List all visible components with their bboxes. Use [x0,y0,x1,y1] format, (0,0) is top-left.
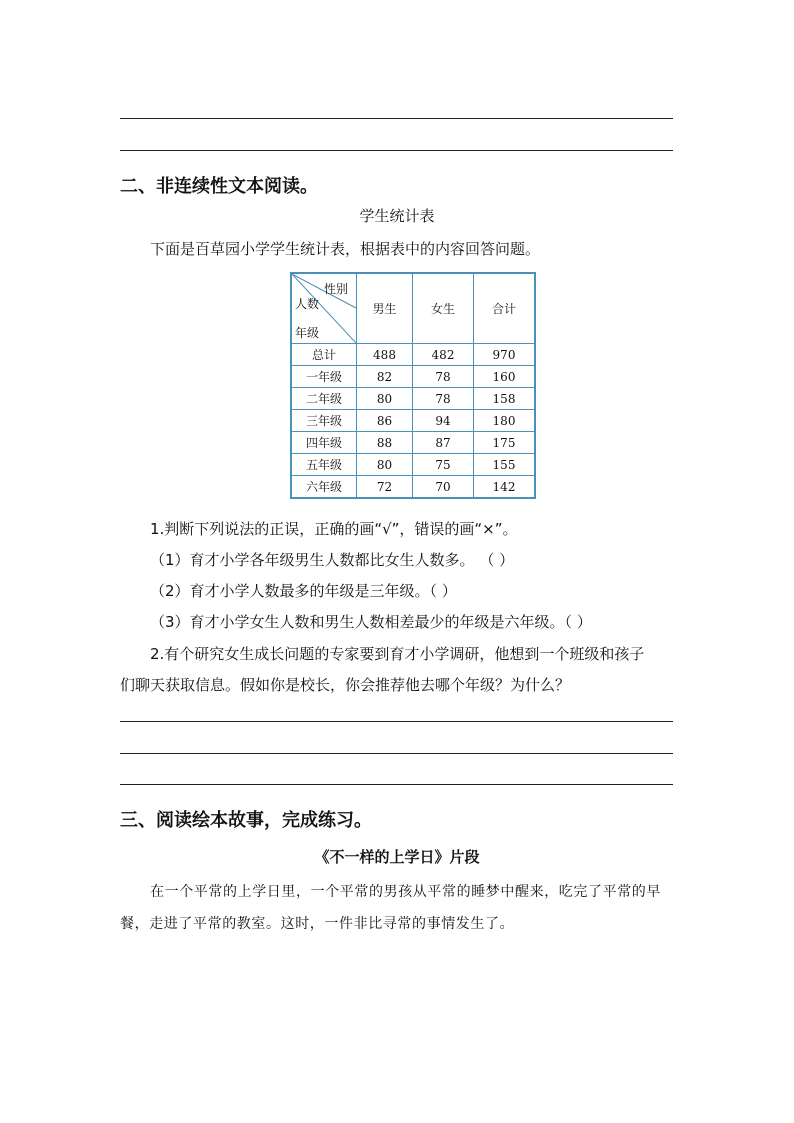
row-label: 一年级 [291,366,357,388]
table-row [291,344,535,366]
cell-female: 87 [413,432,474,454]
row-label: 六年级 [291,476,357,499]
table-row [291,432,535,454]
story-title: 《不一样的上学日》片段 [314,848,480,866]
header-male: 男生 [357,273,413,344]
section-2-intro: 下面是百草园小学学生统计表，根据表中的内容回答问题。 [150,240,541,258]
cell-total: 158 [474,388,536,410]
cell-male: 86 [357,410,413,432]
table-row [291,366,535,388]
cell-female: 70 [413,476,474,499]
cell-female: 482 [413,344,474,366]
story-paragraph: 在一个平常的上学日里，一个平常的男孩从平常的睡梦中醒来，吃完了平常的早餐，走进了平常的教室。这时，一件非比寻常的事情发生了。 [120,884,661,932]
cell-female: 78 [413,388,474,410]
answer-line [120,118,673,119]
cell-total: 155 [474,454,536,476]
question-2-line-2: 们聊天获取信息。假如你是校长，你会推荐他去哪个年级？为什么？ [120,676,571,694]
corner-count-label: 人数 [295,297,320,311]
header-total: 合计 [474,273,536,344]
answer-line [120,784,673,785]
table-corner-cell [291,273,357,344]
section-3-title: 三、阅读绘本故事，完成练习。 [120,810,372,831]
cell-total: 175 [474,432,536,454]
question-1-item-3: （3）育才小学女生人数和男生人数相差最少的年级是六年级。（ ） [150,613,592,631]
table-row [291,476,535,499]
cell-female: 94 [413,410,474,432]
cell-total: 160 [474,366,536,388]
cell-male: 488 [357,344,413,366]
header-female: 女生 [413,273,474,344]
question-1-item-1: （1）育才小学各年级男生人数都比女生人数多。 （ ） [150,551,515,569]
row-label: 三年级 [291,410,357,432]
answer-line [120,150,673,151]
row-label: 二年级 [291,388,357,410]
cell-female: 75 [413,454,474,476]
question-1: 1.判断下列说法的正误，正确的画“√”，错误的画“×”。 [150,520,518,538]
question-1-item-2: （2）育才小学人数最多的年级是三年级。（ ） [150,582,457,600]
cell-male: 80 [357,388,413,410]
cell-female: 78 [413,366,474,388]
answer-line [120,753,673,754]
table-header-row [291,273,535,344]
section-2-title: 二、非连续性文本阅读。 [120,176,318,197]
table-caption: 学生统计表 [359,207,435,225]
cell-male: 72 [357,476,413,499]
row-label: 总计 [291,344,357,366]
row-label: 四年级 [291,432,357,454]
corner-gender-label: 性别 [324,282,349,296]
cell-male: 88 [357,432,413,454]
cell-total: 142 [474,476,536,499]
row-label: 五年级 [291,454,357,476]
table-row [291,410,535,432]
cell-total: 970 [474,344,536,366]
question-2-line-1: 2.有个研究女生成长问题的专家要到育才小学调研，他想到一个班级和孩子 [150,645,645,663]
table-row [291,454,535,476]
corner-grade-label: 年级 [295,326,320,340]
cell-total: 180 [474,410,536,432]
answer-line [120,721,673,722]
cell-male: 82 [357,366,413,388]
cell-male: 80 [357,454,413,476]
student-stats-table [290,272,536,499]
table-row [291,388,535,410]
